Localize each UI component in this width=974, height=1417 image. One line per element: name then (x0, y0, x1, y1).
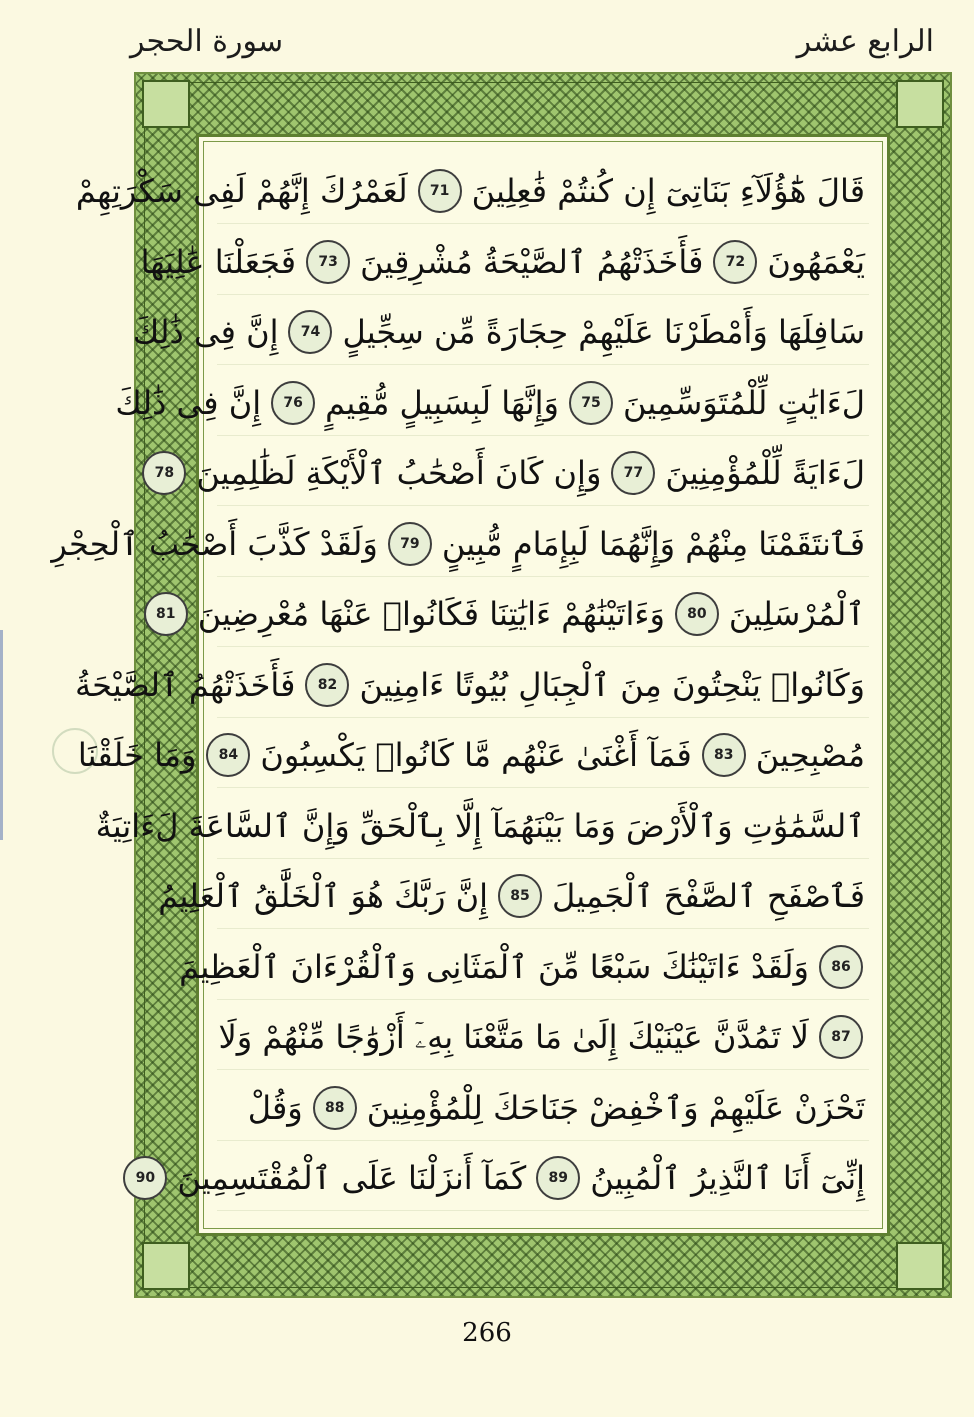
verse-text: إِنِّىٓ أَنَا ٱلنَّذِيرُ ٱلْمُبِينُ (590, 1159, 865, 1197)
decorative-frame (51, 72, 952, 1298)
verse-text: سَافِلَهَا وَأَمْطَرْنَا عَلَيْهِمْ حِجَارَةً مِّن سِجِّيلٍ (342, 313, 865, 351)
ayah-number-marker: 89 (536, 1156, 580, 1200)
verse-text: ٱلسَّمَٰوَٰتِ وَٱلْأَرْضَ وَمَا بَيْنَهُمَآ إِلَّا بِٱلْحَقِّ وَإِنَّ ٱلسَّاعَةَ لَءَاتِيَةٌ (95, 806, 865, 845)
verse-line (95, 794, 869, 859)
ayah-number-marker: 82 (305, 663, 349, 707)
verse-lines (51, 159, 869, 1211)
verse-text: وَءَاتَيْنَٰهُمْ ءَايَٰتِنَا فَكَانُوا۟ عَنْهَا مُعْرِضِينَ (197, 595, 665, 633)
text-panel (51, 134, 890, 1236)
verse-text: فَأَخَذَتْهُمُ ٱلصَّيْحَةُ مُشْرِقِينَ (360, 242, 704, 281)
verse-text: تَحْزَنْ عَلَيْهِمْ وَٱخْفِضْ جَنَاحَكَ لِلْمُؤْمِنِينَ (366, 1088, 865, 1127)
corner-ornament-icon (896, 80, 944, 128)
verse-text: وَإِنَّهَا لَبِسَبِيلٍ مُّقِيمٍ (325, 383, 559, 422)
verse-text: فَٱنتَقَمْنَا مِنْهُمْ وَإِنَّهُمَا لَبِإِمَامٍ مُّبِينٍ (441, 524, 865, 563)
verse-text: لَعَمْرُكَ إِنَّهُمْ لَفِى سَكْرَتِهِمْ (75, 172, 408, 210)
ayah-number-marker: 81 (144, 592, 188, 636)
verse-line (179, 935, 869, 1000)
verse-text: وَقُلْ (247, 1088, 303, 1127)
verse-text: قَالَ هَٰٓؤُلَآءِ بَنَاتِىٓ إِن كُنتُمْ فَٰعِلِينَ (471, 172, 865, 210)
verse-line (51, 512, 869, 577)
verse-text: وَمَا خَلَقْنَا (77, 736, 197, 774)
verse-text: لَا تَمُدَّنَّ عَيْنَيْكَ إِلَىٰ مَا مَتَّعْنَا بِهِۦٓ أَزْوَٰجًا مِّنْهُمْ وَلَا (218, 1017, 809, 1056)
ayah-number-marker: 85 (498, 874, 542, 918)
verse-text: فَٱصْفَحِ ٱلصَّفْحَ ٱلْجَمِيلَ (551, 877, 865, 915)
ayah-number-marker: 77 (611, 451, 655, 495)
verse-text: وَكَانُوا۟ يَنْحِتُونَ مِنَ ٱلْجِبَالِ بُيُوتًا ءَامِنِينَ (359, 665, 865, 704)
verse-text: إِنَّ رَبَّكَ هُوَ ٱلْخَلَّٰقُ ٱلْعَلِيمُ (158, 877, 488, 915)
verse-line (156, 582, 869, 647)
verse-line (77, 723, 869, 788)
ayah-number-marker: 71 (418, 169, 462, 213)
edge-marks (0, 630, 13, 840)
verse-line (158, 864, 869, 929)
verse-text: لَءَايَٰتٍ لِّلْمُتَوَسِّمِينَ (622, 383, 865, 422)
ayah-number-marker: 76 (271, 381, 315, 425)
verse-line (74, 653, 869, 718)
verse-line (135, 1146, 869, 1211)
verse-line (115, 371, 869, 436)
surah-name-header: سورة الحجر (130, 23, 284, 59)
verse-text: إِنَّ فِى ذَٰلِكَ (132, 313, 279, 351)
verse-text: مُصْبِحِينَ (755, 736, 865, 774)
ayah-number-marker: 74 (288, 310, 332, 354)
verse-text: فَمَآ أَغْنَىٰ عَنْهُم مَّا كَانُوا۟ يَكْسِبُونَ (260, 736, 692, 774)
verse-text: وَلَقَدْ كَذَّبَ أَصْحَٰبُ ٱلْحِجْرِ (51, 524, 378, 563)
verse-line (217, 1076, 869, 1141)
ayah-number-marker: 73 (306, 240, 350, 284)
ayah-number-marker: 72 (713, 240, 757, 284)
verse-text: فَأَخَذَتْهُمُ ٱلصَّيْحَةُ (74, 665, 296, 704)
ayah-number-marker: 90 (123, 1156, 167, 1200)
ayah-number-marker: 75 (569, 381, 613, 425)
ayah-number-marker: 87 (819, 1015, 863, 1059)
page-number: 266 (462, 1318, 512, 1348)
verse-text: وَلَقَدْ ءَاتَيْنَٰكَ سَبْعًا مِّنَ ٱلْمَثَانِى وَٱلْقُرْءَانَ ٱلْعَظِيمَ (179, 947, 809, 986)
ayah-number-marker: 83 (702, 733, 746, 777)
verse-text: فَجَعَلْنَا عَٰلِيَهَا (140, 242, 297, 281)
corner-ornament-icon (896, 1242, 944, 1290)
corner-ornament-icon (142, 80, 190, 128)
corner-ornament-icon (142, 1242, 190, 1290)
ayah-number-marker: 84 (206, 733, 250, 777)
ayah-number-marker: 86 (819, 945, 863, 989)
verse-line (140, 230, 869, 295)
verse-text: يَعْمَهُونَ (767, 242, 865, 281)
verse-line (217, 1005, 869, 1070)
ayah-number-marker: 78 (142, 451, 186, 495)
juz-name-header: الرابع عشر (796, 23, 934, 59)
verse-line (132, 300, 869, 365)
ayah-number-marker: 88 (313, 1086, 357, 1130)
verse-text: إِنَّ فِى ذَٰلِكَ (115, 383, 262, 422)
verse-text: كَمَآ أَنزَلْنَا عَلَى ٱلْمُقْتَسِمِينَ (177, 1159, 527, 1197)
ayah-number-marker: 80 (675, 592, 719, 636)
verse-text: ٱلْمُرْسَلِينَ (728, 595, 865, 633)
verse-text: لَءَايَةً لِّلْمُؤْمِنِينَ (665, 454, 865, 492)
verse-line (154, 441, 869, 506)
ayah-number-marker: 79 (388, 522, 432, 566)
verse-line (75, 159, 869, 224)
verse-text: وَإِن كَانَ أَصْحَٰبُ ٱلْأَيْكَةِ لَظَٰلِمِينَ (196, 454, 602, 492)
